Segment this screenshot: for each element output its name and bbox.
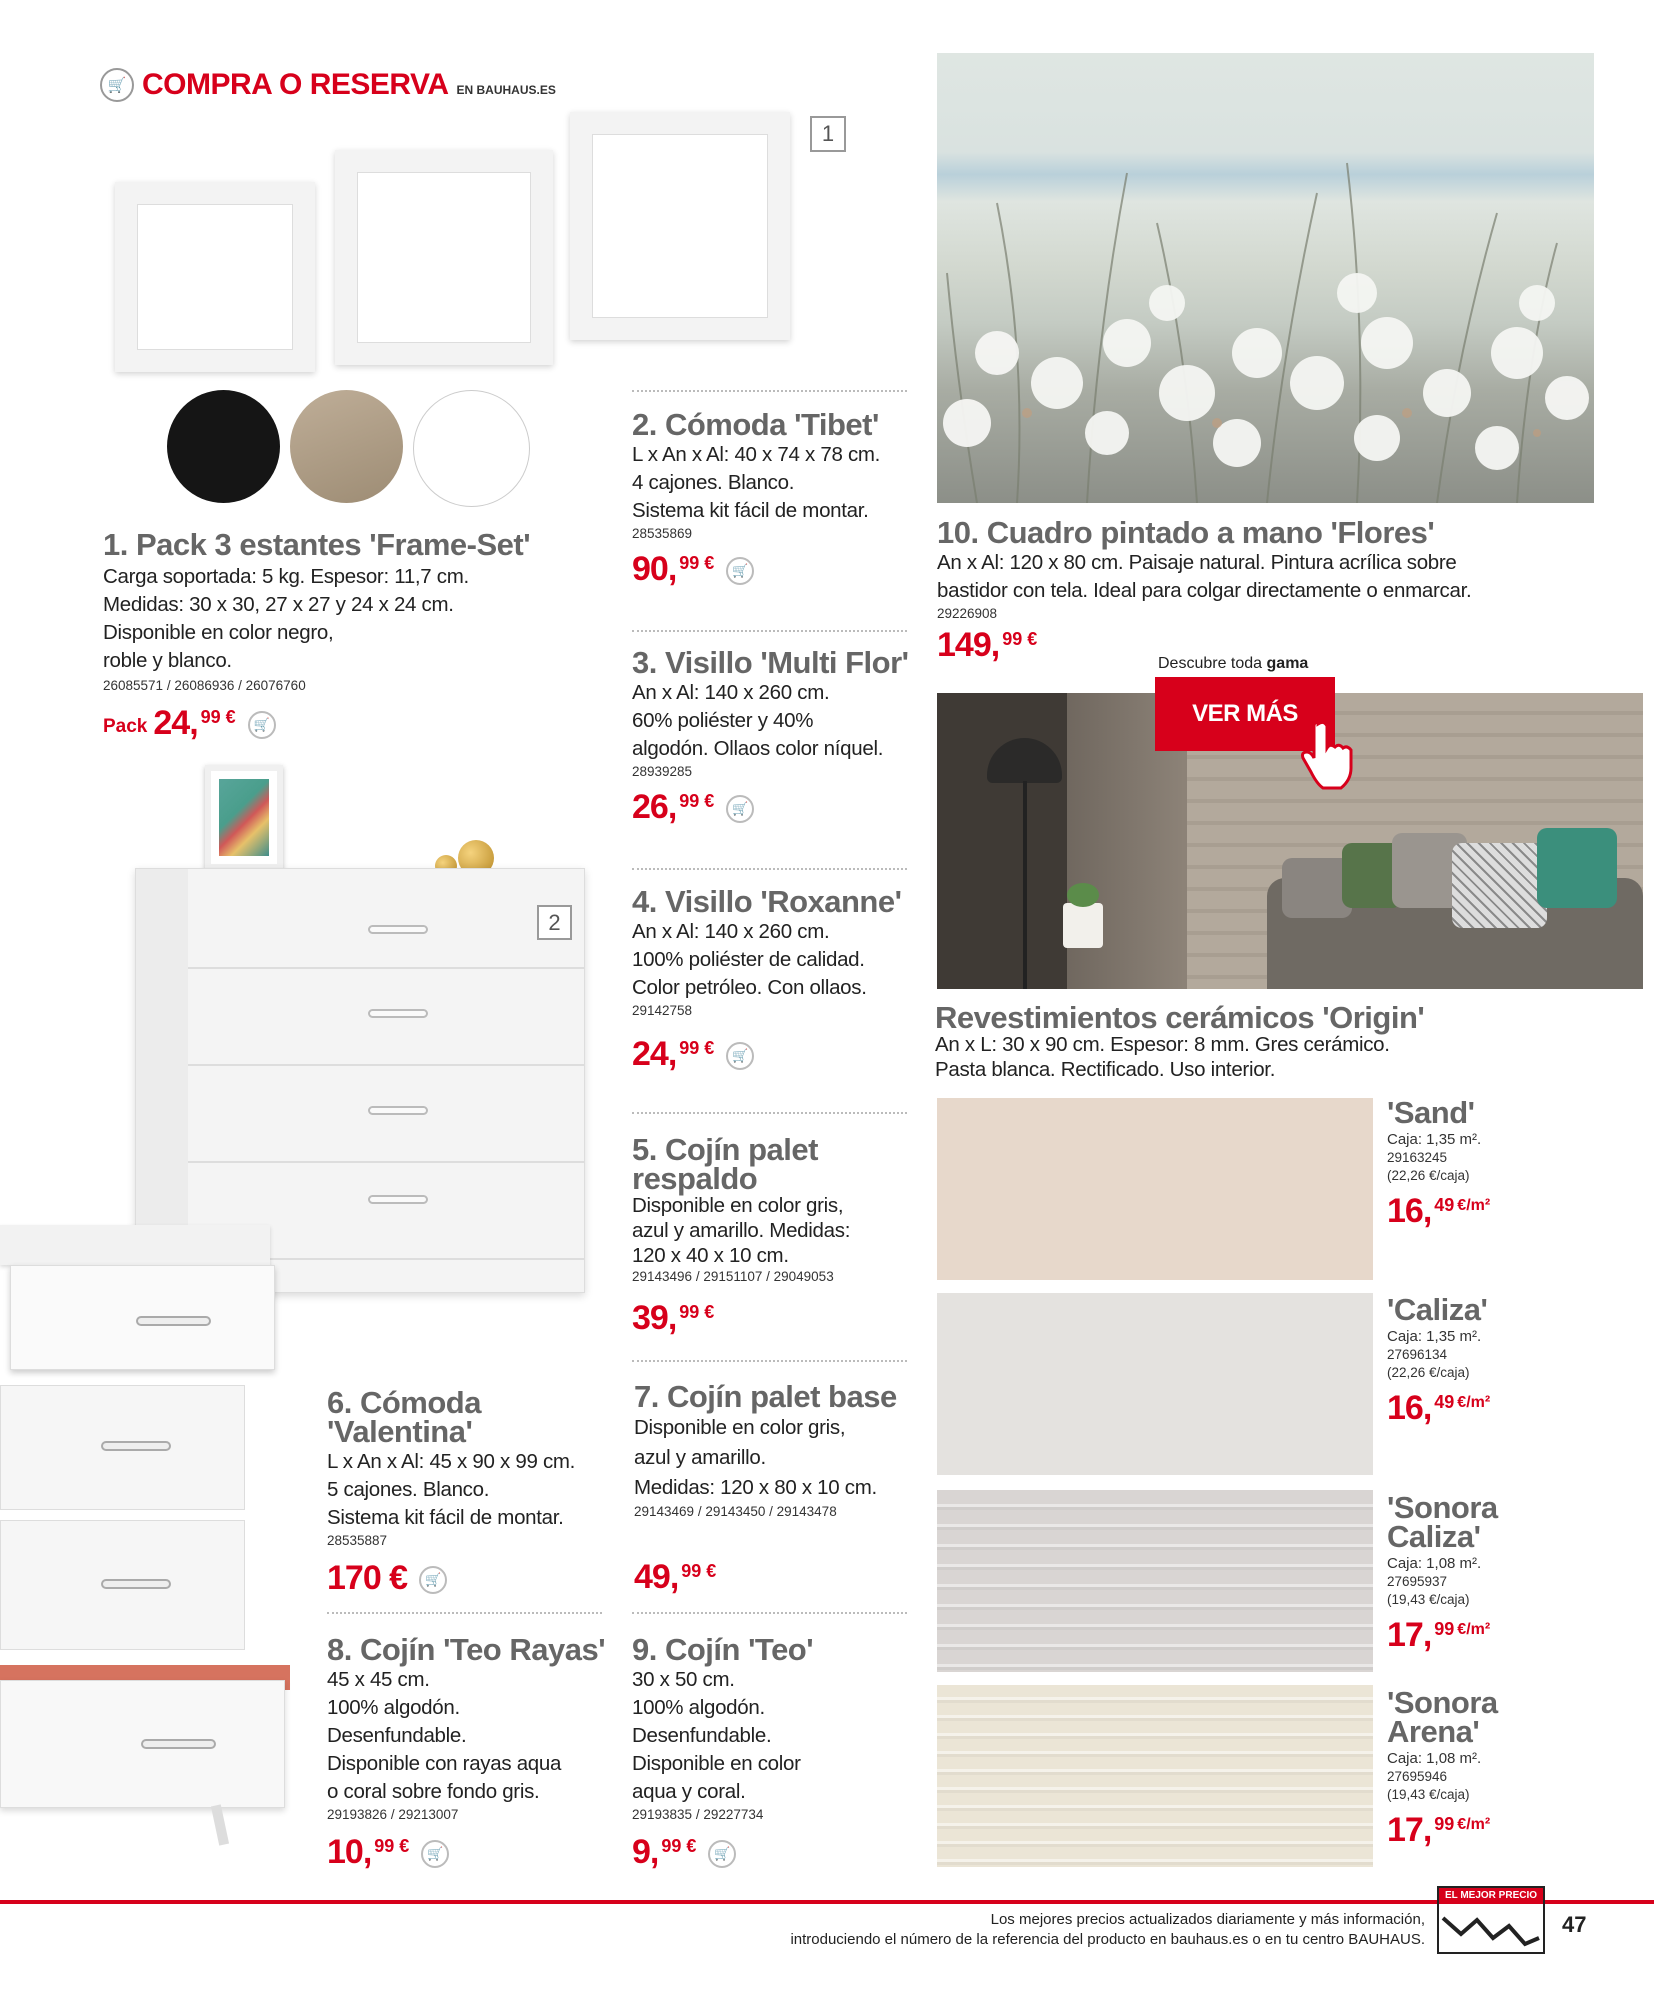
- price-decimal: 99 €: [661, 1836, 697, 1856]
- product-desc-line: Sistema kit fácil de montar.: [327, 1506, 564, 1529]
- product-desc-line: algodón. Ollaos color níquel.: [632, 737, 884, 760]
- price-decimal: 99 €: [679, 791, 715, 811]
- best-price-badge: [1437, 1886, 1545, 1954]
- price-decimal: 99 €: [679, 1302, 715, 1322]
- footer-line-1: Los mejores precios actualizados diariamente y más información,: [990, 1911, 1425, 1928]
- price-integer: 16,: [1387, 1192, 1432, 1230]
- price-integer: 49,: [634, 1558, 679, 1596]
- hand-pointer-icon: [1300, 718, 1358, 790]
- header-label: COMPRA O RESERVA: [142, 68, 449, 101]
- tile-name: 'Caliza': [1387, 1292, 1488, 1327]
- price-integer: 17,: [1387, 1811, 1432, 1849]
- product-ref: 28939285: [632, 764, 693, 779]
- product-7: [634, 1379, 897, 1596]
- product-desc-line: An x Al: 140 x 260 cm.: [632, 920, 830, 943]
- tile-price: [1387, 1390, 1490, 1426]
- product-desc-line: Disponible con rayas aqua: [327, 1752, 562, 1775]
- tile-name: 'Sand': [1387, 1095, 1475, 1130]
- swatch-oak[interactable]: [290, 390, 403, 503]
- product-desc-line: Sistema kit fácil de montar.: [632, 499, 869, 522]
- footer-text: [700, 1910, 1425, 1950]
- tile-per-box: (19,43 €/caja): [1387, 1592, 1470, 1607]
- price-integer: 26,: [632, 788, 677, 826]
- tile-ref: 27695946: [1387, 1769, 1448, 1784]
- product-desc-line: 30 x 50 cm.: [632, 1668, 735, 1691]
- product-price: [103, 705, 530, 741]
- product-price: [632, 1300, 850, 1336]
- product-desc-line: Desenfundable.: [632, 1724, 772, 1747]
- product-title: 6. Cómoda: [327, 1385, 481, 1420]
- header: [100, 68, 556, 102]
- product-desc-line: L x An x Al: 45 x 90 x 99 cm.: [327, 1450, 576, 1473]
- product-title: 1. Pack 3 estantes 'Frame-Set': [103, 527, 531, 562]
- product-ref: 29142758: [632, 1003, 693, 1018]
- price-decimal: 49: [1434, 1195, 1455, 1215]
- price-integer: 170 €: [327, 1559, 408, 1597]
- tile-ref: 27695937: [1387, 1574, 1448, 1589]
- product-desc-line: Disponible en color negro,: [103, 621, 334, 644]
- product-price: [327, 1834, 605, 1870]
- product-desc-line: Desenfundable.: [327, 1724, 467, 1747]
- tile-info-sonora-caliza: [1387, 1490, 1498, 1654]
- product-ref: 29143469 / 29143450 / 29143478: [634, 1504, 837, 1519]
- product-desc-line: An x Al: 120 x 80 cm. Paisaje natural. Pintura acrílica sobre: [937, 551, 1457, 574]
- price-decimal: 99 €: [679, 553, 715, 573]
- gama-caption: [1158, 655, 1308, 673]
- tile-ref: 27696134: [1387, 1347, 1448, 1362]
- price-decimal: 99 €: [679, 1038, 715, 1058]
- best-price-label: EL MEJOR PRECIO: [1439, 1888, 1543, 1904]
- cart-icon[interactable]: 🛒: [726, 557, 754, 585]
- product-price: [632, 1834, 813, 1870]
- product-desc-line: azul y amarillo.: [634, 1446, 766, 1469]
- cart-icon[interactable]: 🛒: [248, 711, 276, 739]
- price-integer: 9,: [632, 1833, 659, 1871]
- product-title: 7. Cojín palet base: [634, 1379, 897, 1414]
- price-integer: 17,: [1387, 1616, 1432, 1654]
- tile-swatch-caliza: [937, 1293, 1373, 1475]
- product-ref: 28535869: [632, 526, 693, 541]
- price-integer: 39,: [632, 1299, 677, 1337]
- product-title: 'Valentina': [327, 1414, 473, 1449]
- product-title: 9. Cojín 'Teo': [632, 1632, 814, 1667]
- product-title: 2. Cómoda 'Tibet': [632, 407, 879, 442]
- cart-icon[interactable]: 🛒: [419, 1566, 447, 1594]
- bird-artwork: [219, 779, 269, 856]
- tile-price: [1387, 1812, 1498, 1848]
- ver-mas-label: VER MÁS: [1192, 700, 1298, 727]
- price-integer: 24,: [153, 704, 198, 742]
- page-number: 47: [1562, 1912, 1587, 1937]
- price-unit: €/m²: [1457, 1816, 1491, 1833]
- product-desc-line: Carga soportada: 5 kg. Espesor: 11,7 cm.: [103, 565, 469, 588]
- tile-price: [1387, 1193, 1490, 1229]
- header-sub: EN BAUHAUS.ES: [456, 83, 556, 97]
- cart-icon[interactable]: 🛒: [100, 68, 134, 102]
- product-desc-line: 4 cajones. Blanco.: [632, 471, 795, 494]
- tile-caja: Caja: 1,08 m².: [1387, 1750, 1482, 1767]
- price-prefix: Pack: [103, 716, 148, 737]
- price-unit: €/m²: [1457, 1621, 1491, 1638]
- tile-caja: Caja: 1,08 m².: [1387, 1555, 1482, 1572]
- price-decimal: 99 €: [374, 1836, 410, 1856]
- tile-per-box: (22,26 €/caja): [1387, 1365, 1470, 1380]
- product-desc-line: Color petróleo. Con ollaos.: [632, 976, 867, 999]
- product-desc-line: Medidas: 120 x 80 x 10 cm.: [634, 1476, 877, 1499]
- product-5: [632, 1132, 851, 1337]
- flower-painting: [937, 53, 1594, 503]
- tile-swatch-sonora-caliza: [937, 1490, 1373, 1672]
- product-desc-line: aqua y coral.: [632, 1780, 746, 1803]
- product-ref: 29226908: [937, 606, 998, 621]
- product-price: [327, 1560, 575, 1596]
- tile-name: 'Sonora: [1387, 1490, 1498, 1525]
- product-desc-line: roble y blanco.: [103, 649, 232, 672]
- price-decimal: 49: [1434, 1392, 1455, 1412]
- product-desc-line: o coral sobre fondo gris.: [327, 1780, 540, 1803]
- product-6: [327, 1385, 576, 1597]
- product-desc-line: 45 x 45 cm.: [327, 1668, 430, 1691]
- gama-bold: gama: [1266, 655, 1309, 672]
- price-decimal: 99 €: [681, 1561, 717, 1581]
- product-desc-line: 100% poliéster de calidad.: [632, 948, 865, 971]
- badge-one: 1: [810, 116, 846, 152]
- product-price: [632, 789, 909, 825]
- price-integer: 90,: [632, 550, 677, 588]
- cart-icon[interactable]: 🛒: [726, 795, 754, 823]
- cart-icon[interactable]: 🛒: [726, 1042, 754, 1070]
- product-title: 8. Cojín 'Teo Rayas': [327, 1632, 606, 1667]
- tile-name: 'Sonora: [1387, 1685, 1498, 1720]
- product-2: [632, 407, 881, 588]
- swatch-white[interactable]: [413, 390, 530, 507]
- tiles-desc-line: Pasta blanca. Rectificado. Uso interior.: [935, 1058, 1276, 1081]
- price-decimal: 99 €: [1002, 629, 1038, 649]
- tiles-desc-line: An x L: 30 x 90 cm. Espesor: 8 mm. Gres cerámico.: [935, 1033, 1390, 1056]
- product-title: 5. Cojín palet: [632, 1132, 818, 1167]
- footer-rule: [0, 1900, 1654, 1904]
- shelf-medium: [335, 150, 553, 365]
- picture-frame: [205, 765, 283, 870]
- tiles-section: [935, 1000, 1425, 1082]
- product-ref: 29143496 / 29151107 / 29049053: [632, 1269, 834, 1284]
- price-unit: €/m²: [1457, 1394, 1491, 1411]
- price-integer: 149,: [937, 626, 1000, 664]
- tile-info-sand: [1387, 1095, 1491, 1230]
- price-trend-icon: [1439, 1904, 1543, 1952]
- product-ref: 29193835 / 29227734: [632, 1807, 764, 1822]
- product-ref: 26085571 / 26086936 / 26076760: [103, 678, 306, 693]
- price-unit: €/m²: [1457, 1197, 1491, 1214]
- product-desc-line: Disponible en color gris,: [632, 1194, 844, 1217]
- product-9: [632, 1632, 814, 1871]
- product-4: [632, 884, 902, 1073]
- price-decimal: 99: [1434, 1619, 1455, 1639]
- product-desc-line: 100% algodón.: [327, 1696, 460, 1719]
- product-desc-line: An x Al: 140 x 260 cm.: [632, 681, 830, 704]
- product-desc-line: 5 cajones. Blanco.: [327, 1478, 490, 1501]
- product-desc-line: Disponible en color: [632, 1752, 801, 1775]
- shelf-large: [570, 112, 790, 340]
- dresser-valentina: [0, 1225, 285, 1845]
- price-integer: 16,: [1387, 1389, 1432, 1427]
- product-title: respaldo: [632, 1161, 758, 1196]
- product-price: [632, 1036, 901, 1072]
- product-desc-line: Medidas: 30 x 30, 27 x 27 y 24 x 24 cm.: [103, 593, 454, 616]
- price-integer: 24,: [632, 1035, 677, 1073]
- product-desc-line: bastidor con tela. Ideal para colgar directamente o enmarcar.: [937, 579, 1472, 602]
- price-decimal: 99 €: [200, 707, 236, 727]
- product-price: [632, 551, 880, 587]
- product-desc-line: 120 x 40 x 10 cm.: [632, 1244, 789, 1267]
- tile-per-box: (19,43 €/caja): [1387, 1787, 1470, 1802]
- tile-info-caliza: [1387, 1292, 1491, 1427]
- product-title: 3. Visillo 'Multi Flor': [632, 645, 909, 680]
- product-title: 4. Visillo 'Roxanne': [632, 884, 902, 919]
- footer-line-2: introduciendo el número de la referencia del producto en bauhaus.es o en tu centro BAUHAUS.: [790, 1931, 1425, 1948]
- tile-caja: Caja: 1,35 m².: [1387, 1131, 1482, 1148]
- swatch-black[interactable]: [167, 390, 280, 503]
- cart-icon[interactable]: 🛒: [421, 1840, 449, 1868]
- tile-swatch-sonora-arena: [937, 1685, 1373, 1867]
- product-price: [634, 1559, 897, 1595]
- product-title: 10. Cuadro pintado a mano 'Flores': [937, 515, 1435, 550]
- cart-icon[interactable]: 🛒: [708, 1840, 736, 1868]
- tile-caja: Caja: 1,35 m².: [1387, 1328, 1482, 1345]
- tile-per-box: (22,26 €/caja): [1387, 1168, 1470, 1183]
- product-8: [327, 1632, 606, 1871]
- tile-swatch-sand: [937, 1098, 1373, 1280]
- badge-two: 2: [537, 905, 572, 940]
- product-3: [632, 645, 909, 826]
- tile-name: Caliza': [1387, 1519, 1481, 1554]
- tile-name: Arena': [1387, 1714, 1480, 1749]
- product-ref: 29193826 / 29213007: [327, 1807, 459, 1822]
- shelf-small: [115, 182, 315, 372]
- tile-info-sonora-arena: [1387, 1685, 1498, 1849]
- price-decimal: 99: [1434, 1814, 1455, 1834]
- gama-text: Descubre toda: [1158, 655, 1263, 672]
- tile-price: [1387, 1617, 1498, 1653]
- tile-ref: 29163245: [1387, 1150, 1448, 1165]
- product-desc-line: 60% poliéster y 40%: [632, 709, 814, 732]
- product-desc-line: azul y amarillo. Medidas:: [632, 1219, 851, 1242]
- product-desc-line: Disponible en color gris,: [634, 1416, 846, 1439]
- tiles-title: Revestimientos cerámicos 'Origin': [935, 1000, 1425, 1035]
- product-ref: 28535887: [327, 1533, 388, 1548]
- product-desc-line: 100% algodón.: [632, 1696, 765, 1719]
- product-1: [103, 527, 531, 742]
- product-desc-line: L x An x Al: 40 x 74 x 78 cm.: [632, 443, 881, 466]
- price-integer: 10,: [327, 1833, 372, 1871]
